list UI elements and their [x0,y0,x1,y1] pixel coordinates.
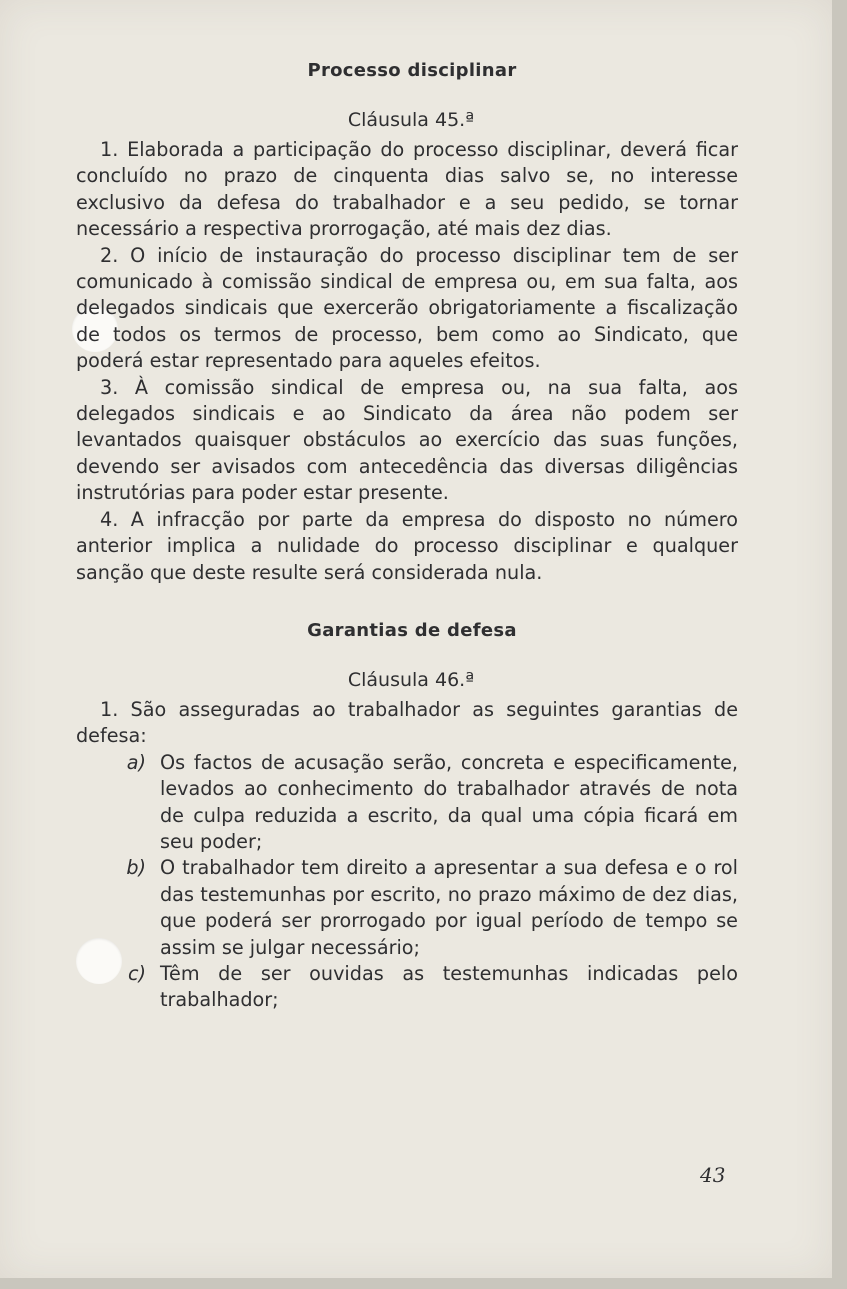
list-item-b [76,855,738,961]
clause-46-paragraph-1: 1. São asseguradas ao trabalhador as seguintes garantias de defesa: [76,697,738,748]
clause-45-paragraph-1: 1. Elaborada a participação do processo disciplinar, deverá ficar concluído no prazo de cinquenta dias salvo se, no interesse exclusivo da defesa do trabalhador e a seu pedido, se tornar necessário a respectiva prorrogação, até mais dez dias. [76,138,738,241]
section-title-processo-disciplinar: Processo disciplinar [307,60,517,81]
clause-46-heading: Cláusula 46.ª [347,668,475,691]
list-text-a: Os factos de acusação serão, concreta e especificamente, levados ao conhecimento do trabalhador através de nota de culpa reduzida a escrito, da qual uma cópia ficará em seu poder; [160,750,738,853]
list-marker-b: b) [126,856,146,880]
clause-45-paragraph-4: 4. A infracção por parte da empresa do disposto no número anterior implica a nulidade do processo disciplinar e qualquer sanção que deste resulte será considerada nula. [76,507,738,584]
list-marker-c: c) [127,961,146,985]
clause-45-paragraph-2: 2. O início de instauração do processo disciplinar tem de ser comunicado à comissão sindical de empresa ou, em sua falta, aos delegados sindicais que exercerão obrigatoriamente a fiscalização de todos os termos de processo, bem como ao Sindicato, que poderá estar representado para aqueles efeitos. [76,243,738,373]
clause-45-heading: Cláusula 45.ª [347,109,475,131]
list-text-c: Têm de ser ouvidas as testemunhas indicadas pelo trabalhador; [160,961,738,1012]
page-number: 43 [700,1163,726,1187]
list-item-a [76,750,738,856]
list-text-b: O trabalhador tem direito a apresentar a sua defesa e o rol das testemunhas por escrito, no prazo máximo de dez dias, que poderá ser prorrogado por igual período de tempo se assim se julgar necessário; [160,856,738,959]
clause-45-paragraph-3: 3. À comissão sindical de empresa ou, na sua falta, aos delegados sindicais e ao Sindicato da área não podem ser levantados quaisquer obstáculos ao exercício das suas funções, devendo ser avisados com antecedência das diversas diligências instrutórias para poder estar presente. [76,375,738,505]
section-title-garantias-de-defesa: Garantias de defesa [307,619,517,641]
list-item-c [76,961,738,1014]
page-content [76,58,738,1014]
list-marker-a: a) [126,750,146,774]
